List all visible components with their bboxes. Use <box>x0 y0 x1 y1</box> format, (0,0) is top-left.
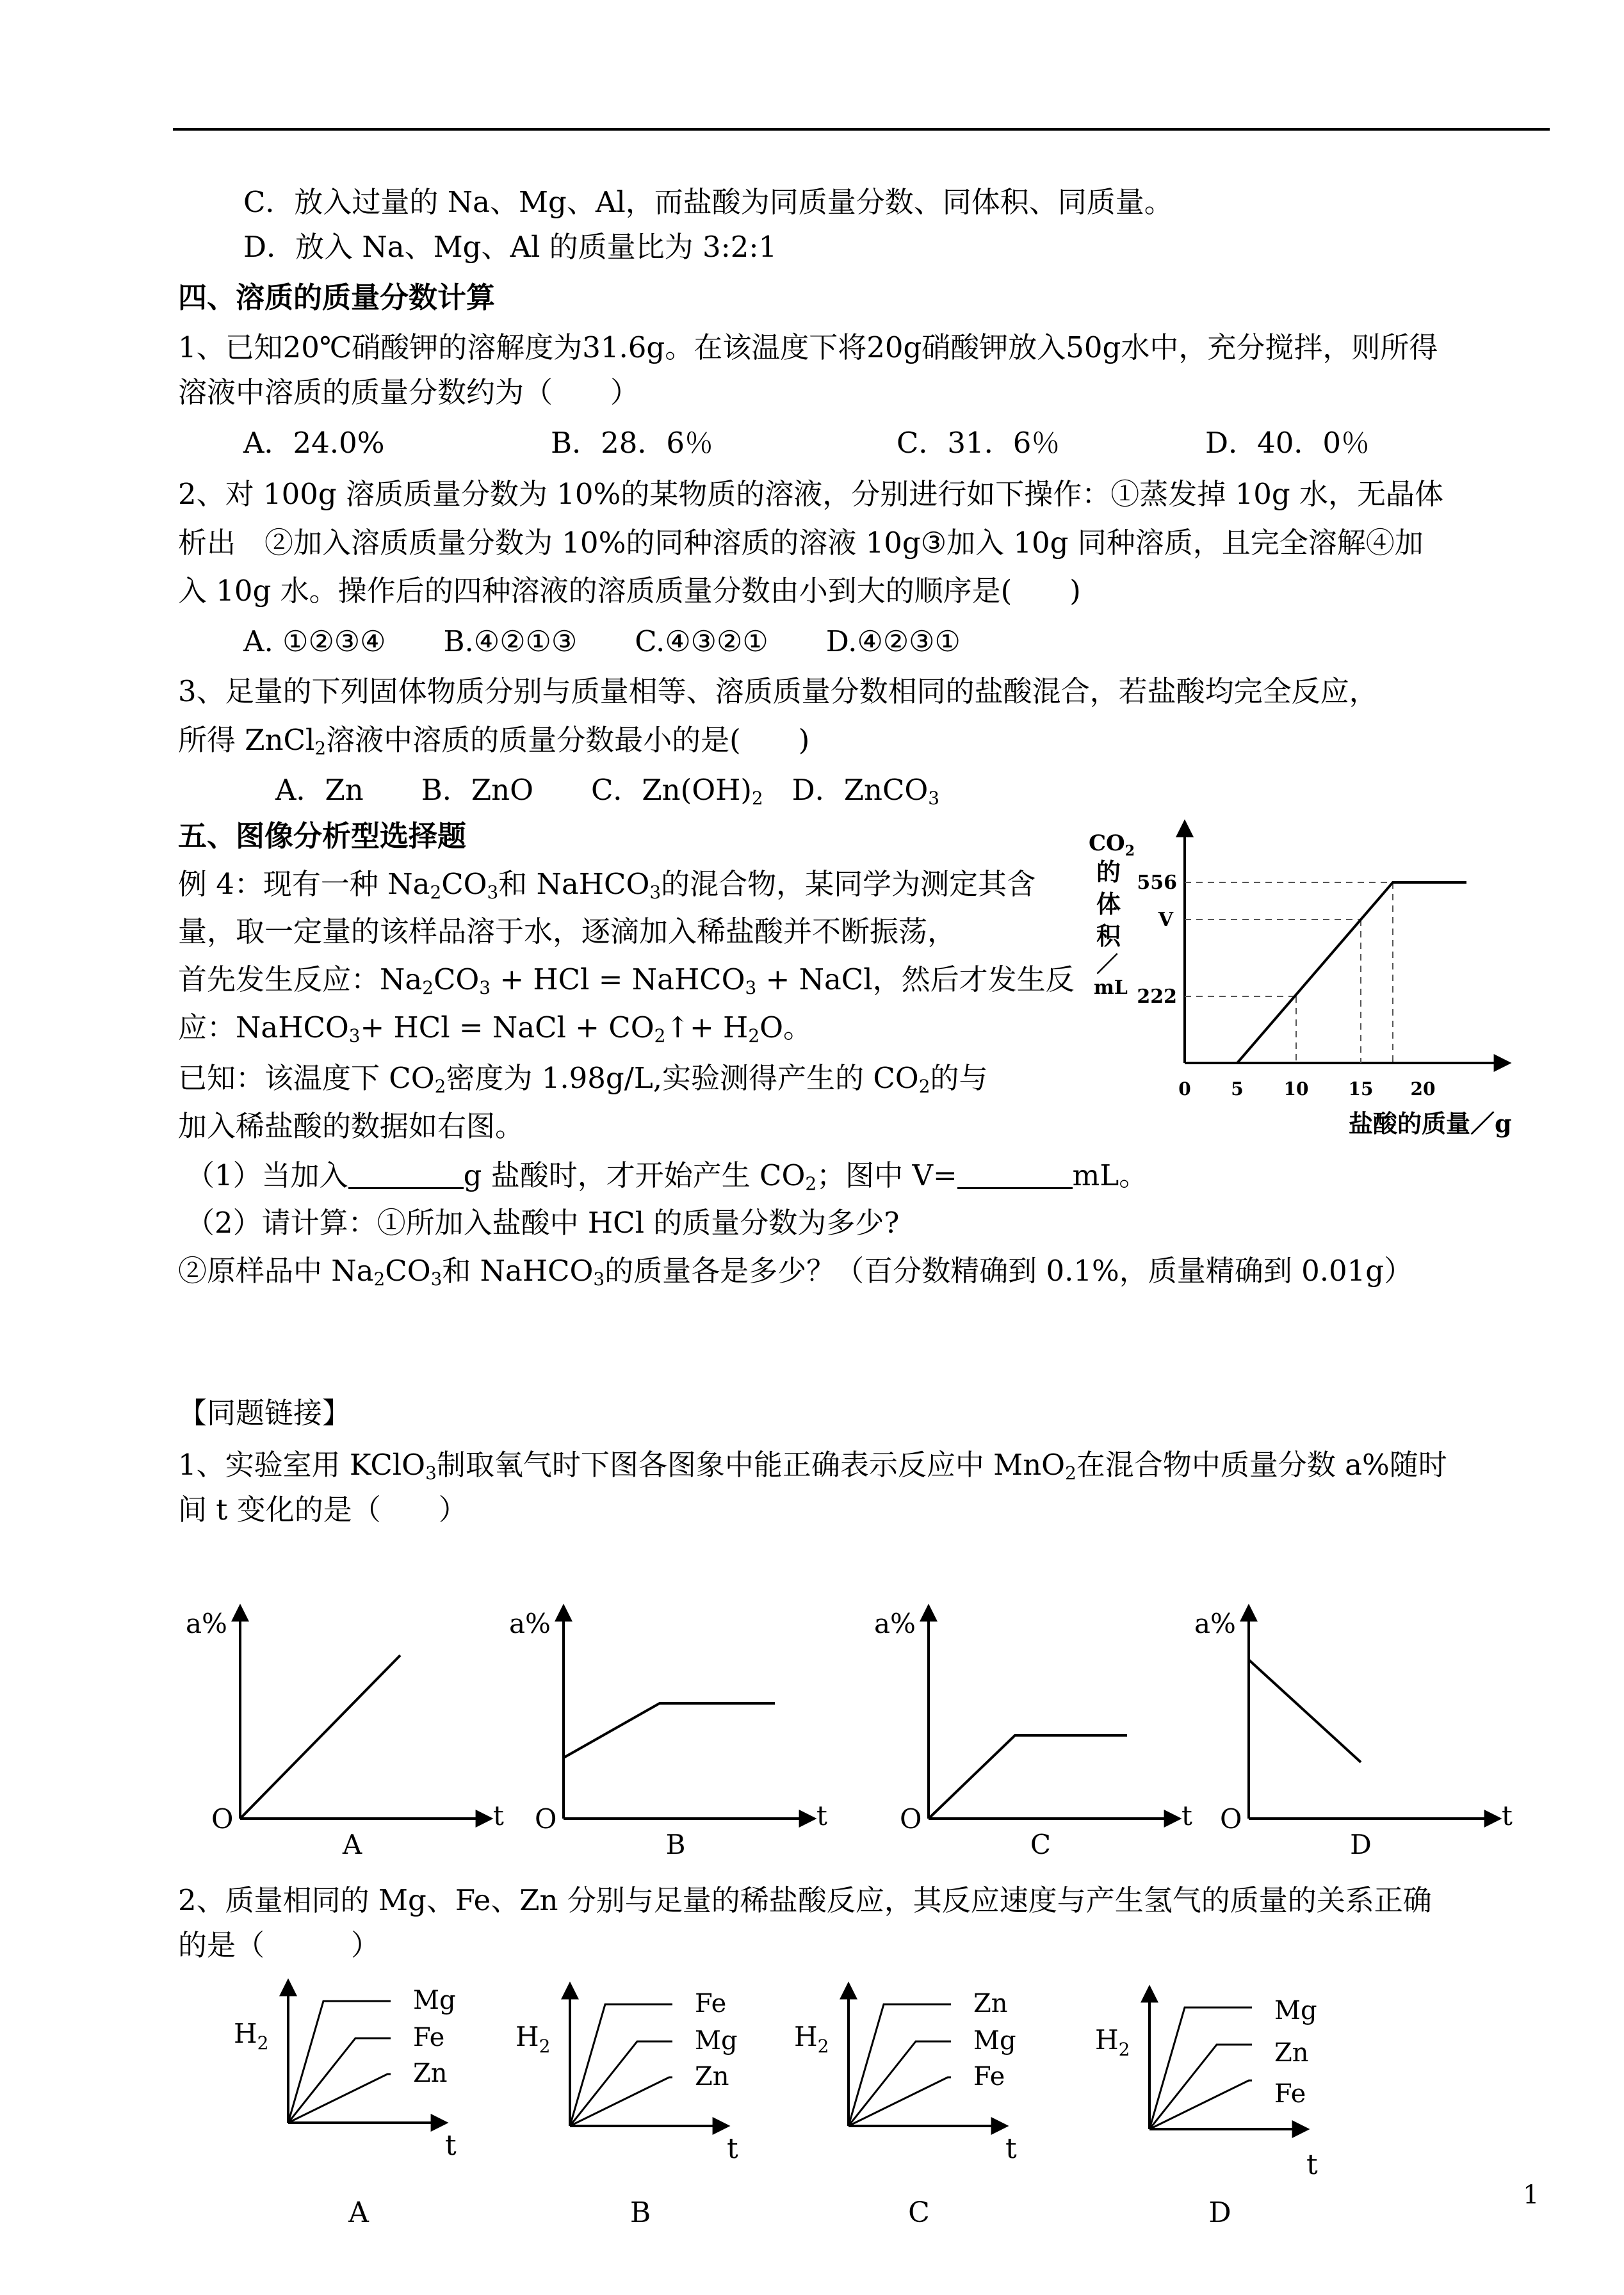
option-d: D．放入 Na、Mg、Al 的质量比为 3:2:1 <box>243 230 777 264</box>
co2-y-tick-556: 556 <box>1137 872 1177 894</box>
h2-graph-C-line-3 <box>849 2077 951 2126</box>
linked-q1-line-1: 1、实验室用 KClO$_3$制取氧气时下图各图象中能正确表示反应中 MnO$_2$在混合物中质量分数 a%随时 <box>178 1448 1447 1484</box>
h2-graph-B-legend-1: Fe <box>695 1989 727 2018</box>
a-graph-D-label: D <box>1350 1829 1372 1860</box>
a-graph-B-x-label: t <box>816 1800 827 1831</box>
example-4-line-1: 例 4：现有一种 $Na_2CO_3$和 NaHCO$_3$的混合物，某同学为测定其含 <box>178 867 1036 903</box>
co2-x-tick-10: 10 <box>1283 1078 1309 1099</box>
h2-graph-A-y-label: $H_2$ <box>234 2018 269 2054</box>
h2-graph-C-x-label: t <box>1005 2132 1017 2165</box>
h2-graph-B-y-label: $H_2$ <box>516 2021 551 2057</box>
h2-graph-D-y-label: $H_2$ <box>1095 2024 1130 2060</box>
a-graph-D-y-label: a% <box>1194 1608 1236 1639</box>
h2-graph-A-line-3 <box>288 2074 391 2123</box>
h2-graph-A-label: A <box>348 2196 369 2229</box>
co2-x-tick-15: 15 <box>1348 1078 1374 1099</box>
section-4-heading: 四、溶质的质量分数计算 <box>178 280 496 314</box>
h2-graph-D-legend-1: Mg <box>1274 1996 1317 2025</box>
q1-option-b: B．28．6％ <box>551 426 713 460</box>
a-graph-A-y-label: a% <box>186 1608 227 1639</box>
page-number: 1 <box>1523 2180 1539 2210</box>
section-5-heading: 五、图像分析型选择题 <box>178 819 467 853</box>
q1-option-c: C．31．6％ <box>897 426 1060 460</box>
co2-x-tick-5: 5 <box>1231 1078 1244 1099</box>
q1-option-a: A．24.0% <box>243 426 385 460</box>
linked-questions-heading: 【同题链接】 <box>178 1396 352 1430</box>
h2-graph-B-label: B <box>629 2196 651 2229</box>
h2-graph-C-legend-2: Mg <box>973 2026 1016 2056</box>
option-c: C．放入过量的 Na、Mg、Al，而盐酸为同质量分数、同体积、同质量。 <box>243 185 1173 219</box>
q2-line-1: 2、对 100g 溶质质量分数为 10%的某物质的溶液，分别进行如下操作：①蒸发掉 10g 水，无晶体 <box>178 477 1443 511</box>
a-graph-A-label: A <box>342 1829 362 1860</box>
a-graph-C-y-label: a% <box>874 1608 916 1639</box>
co2-y-label-ti: 体 <box>1096 889 1121 918</box>
h2-graph-A-x-label: t <box>445 2129 457 2162</box>
h2-graph-B-x-label: t <box>727 2132 738 2165</box>
h2-graph-C-legend-3: Fe <box>973 2062 1005 2091</box>
example-4-question-3: ②原样品中 $Na_2CO_3$和 NaHCO$_3$的质量各是多少？（百分数精确到 0.1%，质量精确到 0.01g） <box>178 1254 1413 1290</box>
q3-line-2: 所得 ZnCl$_2$溶液中溶质的质量分数最小的是( ) <box>178 723 810 759</box>
linked-q2-line-1: 2、质量相同的 Mg、Fe、Zn 分别与足量的稀盐酸反应，其反应速度与产生氢气的质量的关系正确 <box>178 1883 1432 1917</box>
co2-y-label-slash: ／ <box>1096 952 1118 978</box>
a-graph-B-label: B <box>665 1829 686 1860</box>
a-graph-D-origin: O <box>1220 1803 1242 1835</box>
q2-line-2: 析出 ②加入溶质质量分数为 10%的同种溶质的溶液 10g③加入 10g 同种溶质，且完全溶解④加 <box>178 526 1424 560</box>
a-graph-C-x-label: t <box>1181 1800 1192 1831</box>
co2-y-label-de: 的 <box>1096 857 1121 886</box>
h2-graph-B-legend-3: Zn <box>695 2062 729 2091</box>
h2-graph-A-legend-3: Zn <box>413 2059 448 2088</box>
a-graph-A-origin: O <box>211 1803 234 1835</box>
co2-y-tick-v: V <box>1158 909 1173 931</box>
h2-graph-D-x-label: t <box>1306 2148 1318 2181</box>
linked-q2-line-2: 的是（ ） <box>178 1928 380 1962</box>
linked-q1-line-2: 间 t 变化的是（ ） <box>178 1493 467 1527</box>
example-4-line-2: 量，取一定量的该样品溶于水，逐滴加入稀盐酸并不断振荡， <box>178 914 957 948</box>
h2-graph-D-line-3 <box>1149 2080 1252 2129</box>
a-graph-B-origin: O <box>535 1803 557 1835</box>
example-4-question-2: （2）请计算：①所加入盐酸中 HCl 的质量分数为多少? <box>186 1206 900 1240</box>
q3-options: A．Zn B．ZnO C．$Zn(OH)_2$ D．ZnCO$_3$ <box>275 773 940 809</box>
co2-y-label-ji: 积 <box>1096 921 1121 950</box>
q2-line-3: 入 10g 水。操作后的四种溶液的溶质质量分数由小到大的顺序是( ) <box>178 574 1081 608</box>
example-4-line-3: 首先发生反应：$Na_2CO_3$ + HCl = NaHCO$_3$ + NaCl，然后才发生反 <box>178 962 1075 998</box>
co2-y-label-unit: mL <box>1094 977 1128 999</box>
co2-x-label: 盐酸的质量／g <box>1349 1109 1512 1138</box>
h2-graph-C-legend-1: Zn <box>973 1989 1008 2018</box>
h2-graph-B-legend-2: Mg <box>695 2026 738 2056</box>
a-graph-C-label: C <box>1030 1829 1052 1860</box>
a-graph-B-y-label: a% <box>509 1608 551 1639</box>
h2-graph-B-line-3 <box>570 2077 672 2126</box>
example-4-line-5: 已知：该温度下 $CO_2$密度为 1.98g/L,实验测得产生的 $CO_2$的与 <box>178 1061 988 1097</box>
co2-y-label-co: $CO_2$ <box>1089 831 1135 859</box>
a-graph-C-origin: O <box>900 1803 922 1835</box>
a-graph-D-x-label: t <box>1502 1800 1513 1831</box>
q1-option-d: D．40．0％ <box>1205 426 1370 460</box>
example-4-line-6: 加入稀盐酸的数据如右图。 <box>178 1109 524 1143</box>
h2-graph-D-legend-2: Zn <box>1274 2038 1309 2068</box>
h2-graph-A-legend-1: Mg <box>413 1986 456 2015</box>
h2-graph-D-label: D <box>1208 2196 1231 2229</box>
h2-graph-D-legend-3: Fe <box>1274 2079 1306 2109</box>
example-4-question-1: （1）当加入 g 盐酸时，才开始产生 $CO_2$；图中 V= mL。 <box>186 1158 1148 1194</box>
q3-line-1: 3、足量的下列固体物质分别与质量相等、溶质质量分数相同的盐酸混合，若盐酸均完全反应， <box>178 674 1378 708</box>
a-graph-A-x-label: t <box>493 1800 504 1831</box>
h2-graph-C-label: C <box>908 2196 930 2229</box>
co2-y-tick-222: 222 <box>1137 985 1177 1008</box>
q1-line-1: 1、已知20℃硝酸钾的溶解度为31.6g。在该温度下将20g硝酸钾放入50g水中，充分搅拌，则所得 <box>178 330 1438 364</box>
example-4-line-4: 应：NaHCO$_3$+ HCl = NaCl + $CO_2↑+ H_2O$。 <box>178 1010 812 1046</box>
h2-graph-C-y-label: $H_2$ <box>794 2021 829 2057</box>
q2-options: A. ①②③④ B.④②①③ C.④③②① D.④②③① <box>243 624 961 658</box>
co2-x-tick-20: 20 <box>1410 1078 1436 1099</box>
q1-line-2: 溶液中溶质的质量分数约为（ ） <box>178 375 640 409</box>
co2-x-tick-0: 0 <box>1178 1078 1191 1099</box>
h2-graph-A-legend-2: Fe <box>413 2023 445 2052</box>
